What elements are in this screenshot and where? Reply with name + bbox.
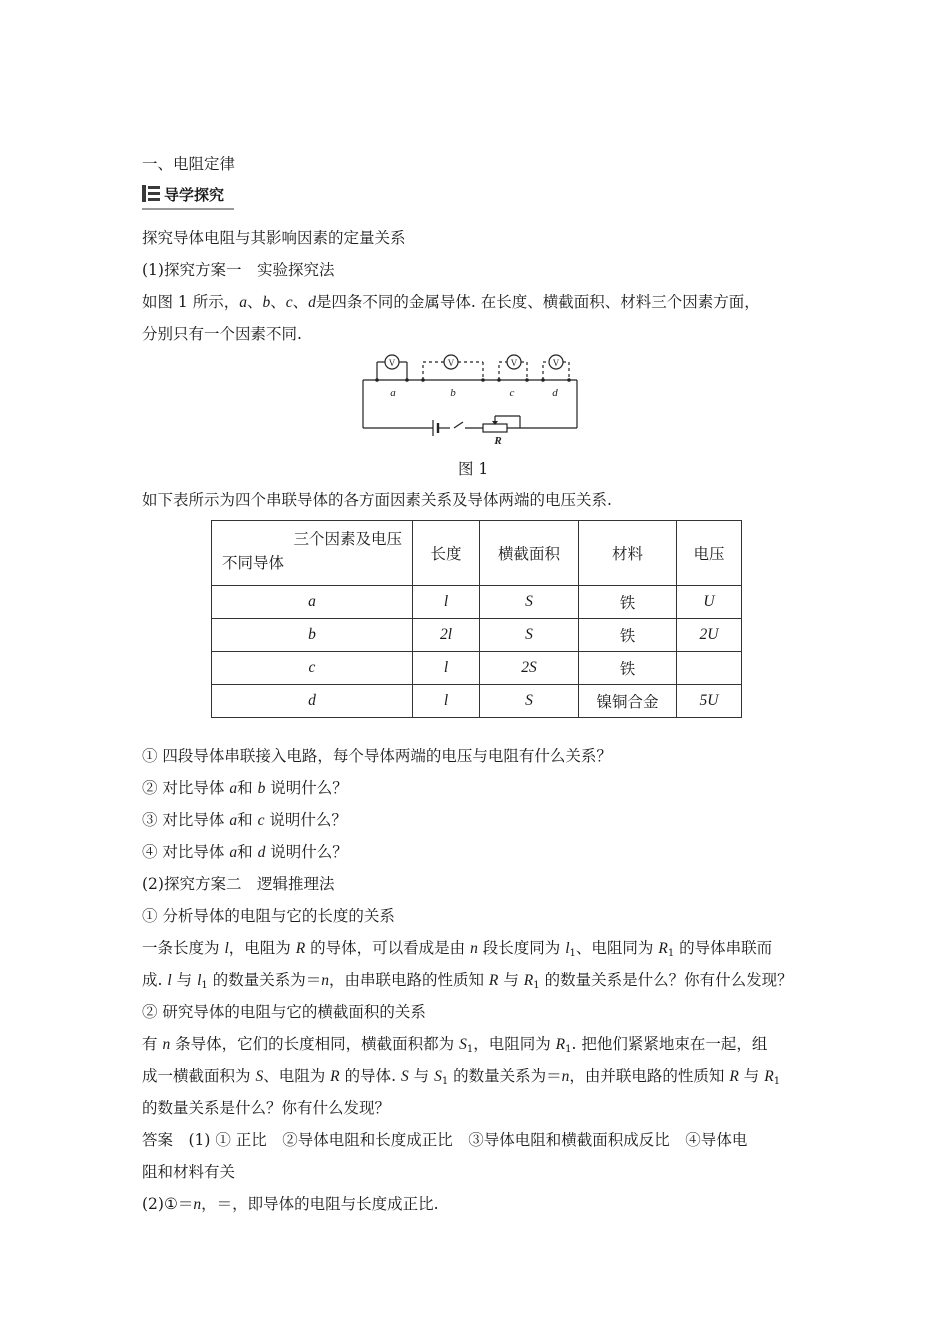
- header-material: 材料: [579, 521, 677, 586]
- rheostat-label: R: [494, 435, 502, 447]
- list-icon: [142, 185, 160, 202]
- circuit-diagram: [355, 350, 595, 450]
- question-4: ④ 对比导体 a和 d 说明什么？: [142, 843, 348, 861]
- plan2-text-line5: 的数量关系是什么？你有什么发现？: [142, 1099, 391, 1117]
- plan2-text-line2: 成. l 与 $l_1$ 的数量关系为＝n，由串联电路的性质知 R 与 $R_1$ 的数量关系是什么？你有什么发现？: [142, 971, 793, 991]
- table-header-row: [212, 521, 742, 586]
- voltmeter-a-symbol: V: [388, 358, 396, 368]
- answer-line2: 阻和材料有关: [142, 1163, 236, 1181]
- plan2-text-line1: 一条长度为 l，电阻为 R 的导体，可以看成是由 n 段长度同为 $l_1$、电阻同为 $R_1$ 的导体串联而: [142, 939, 773, 959]
- factors-table: [211, 520, 742, 718]
- plan1-text-line2: 分别只有一个因素不同.: [142, 325, 302, 343]
- question-2: ② 对比导体 a和 b 说明什么？: [142, 779, 348, 797]
- plan2-title: (2)探究方案二 逻辑推理法: [142, 875, 335, 893]
- voltmeter-b-symbol: V: [447, 358, 455, 368]
- plan1-text-line1: 如图 1 所示，a、b、c、d是四条不同的金属导体. 在长度、横截面积、材料三个因素方面，: [142, 293, 760, 311]
- question-3: ③ 对比导体 a和 c 说明什么？: [142, 811, 347, 829]
- table-intro: 如下表所示为四个串联导体的各方面因素关系及导体两端的电压关系.: [142, 491, 612, 509]
- header-length: 长度: [413, 521, 480, 586]
- table-row: a l S 铁 U: [212, 586, 742, 619]
- plan2-question-1: ① 分析导体的电阻与它的长度的关系: [142, 907, 395, 925]
- segment-label-b: b: [450, 387, 456, 399]
- plan2-question-2: ② 研究导体的电阻与它的横截面积的关系: [142, 1003, 426, 1021]
- answer-line3: (2)①＝n，＝，即导体的电阻与长度成正比.: [142, 1195, 439, 1213]
- sub-heading: 导学探究: [164, 186, 225, 204]
- plan2-text-line4: 成一横截面积为 S、电阻为 R 的导体. S 与 $S_1$ 的数量关系为＝n，由并联电路的性质知 R 与 $R_1$: [142, 1067, 781, 1087]
- table-row: b 2l S 铁 2U: [212, 619, 742, 652]
- header-voltage: 电压: [677, 521, 742, 586]
- segment-label-c: c: [509, 387, 515, 399]
- answer-line1: 答案 (1) ① 正比 ②导体电阻和长度成正比 ③导体电阻和横截面积成反比 ④导体电: [142, 1131, 748, 1149]
- table-corner-cell: 三个因素及电压 不同导体: [212, 521, 413, 586]
- plan2-text-line3: 有 n 条导体，它们的长度相同，横截面积都为 $S_1$，电阻同为 $R_1$. 把他们紧紧地束在一起，组: [142, 1035, 768, 1055]
- header-area: 横截面积: [480, 521, 579, 586]
- figure-caption: 图 1: [458, 460, 489, 478]
- intro-text: 探究导体电阻与其影响因素的定量关系: [142, 229, 406, 247]
- table-row: c l 2S 铁: [212, 652, 742, 685]
- segment-label-d: d: [552, 387, 558, 399]
- segment-label-a: a: [390, 387, 396, 399]
- guided-exploration-heading: [142, 181, 234, 210]
- section-title: 一、电阻定律: [142, 155, 236, 173]
- plan1-title: (1)探究方案一 实验探究法: [142, 261, 335, 279]
- voltmeter-d-symbol: V: [552, 358, 560, 368]
- question-1: ① 四段导体串联接入电路，每个导体两端的电压与电阻有什么关系？: [142, 747, 612, 765]
- voltmeter-c-symbol: V: [510, 358, 518, 368]
- table-row: d l S 镍铜合金 5U: [212, 685, 742, 718]
